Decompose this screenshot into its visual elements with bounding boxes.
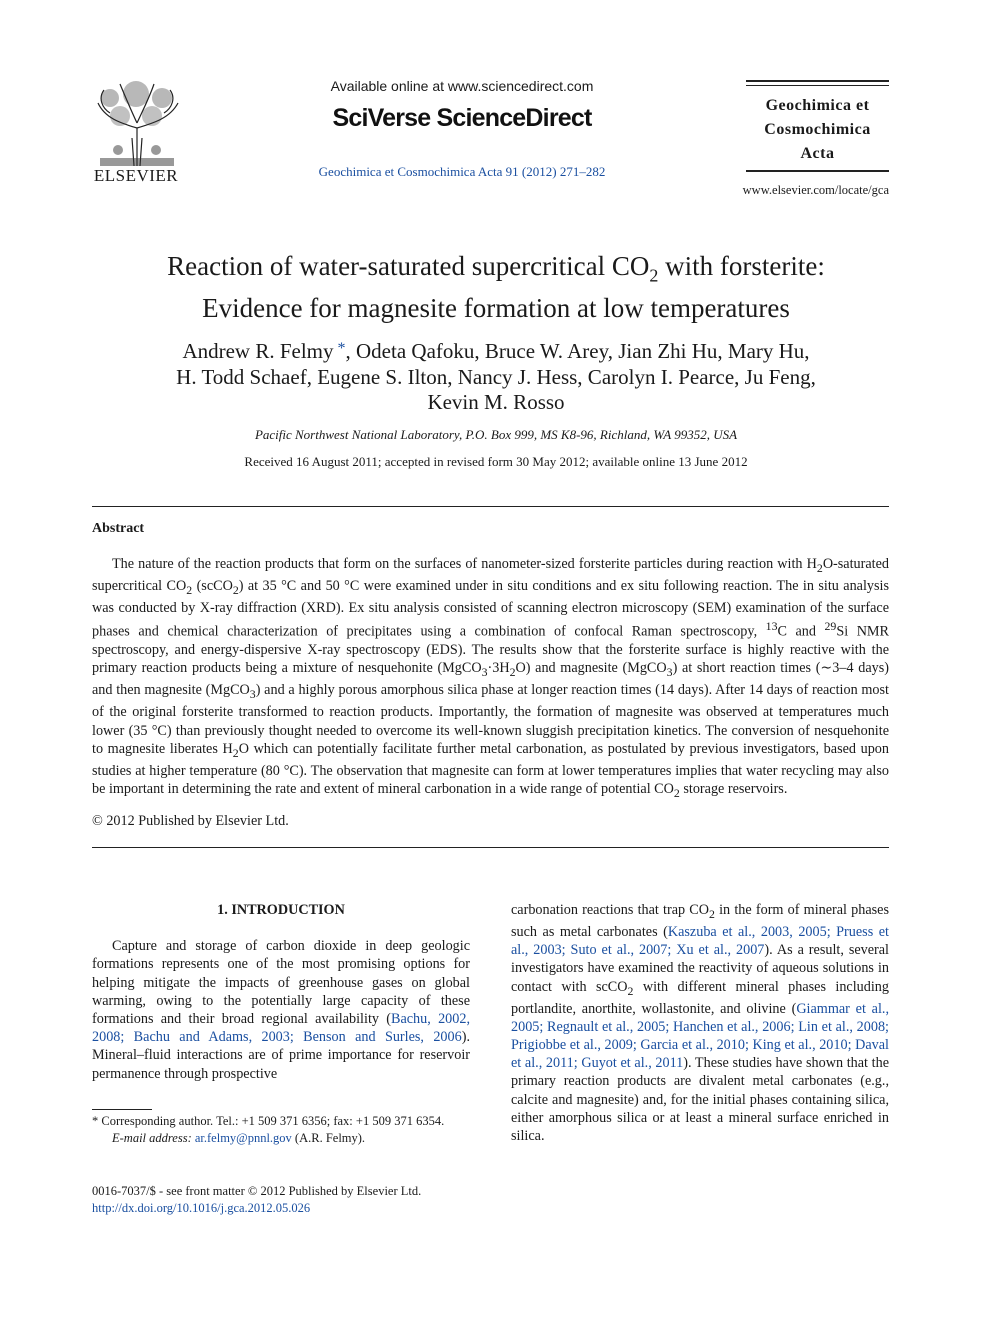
article-dates: Received 16 August 2011; accepted in revised form 30 May 2012; available online 13 June 2012 <box>244 454 748 469</box>
doi-link[interactable]: http://dx.doi.org/10.1016/j.gca.2012.05.026 <box>92 1201 311 1215</box>
body-column-right <box>511 901 889 1145</box>
reference-link[interactable]: Kaszuba et al., 2003, 2005; Pruess et al., 2003; Suto et al., 2007; Xu et al., 2007 <box>511 924 889 959</box>
reference-link[interactable]: Bachu, 2002, 2008; Bachu and Adams, 2003; Benson and Surles, 2006 <box>92 1011 470 1046</box>
journal-citation-link[interactable]: Geochimica et Cosmochimica Acta 91 (2012) 271–282 <box>318 164 606 179</box>
publisher-name: ELSEVIER <box>93 166 179 185</box>
abstract-heading: Abstract <box>92 521 145 536</box>
divider-top <box>92 506 889 507</box>
journal-url[interactable]: www.elsevier.com/locate/gca <box>742 183 889 197</box>
corresponding-author-footnote: * Corresponding author. Tel.: +1 509 371 6356; fax: +1 509 371 6354. <box>92 1114 445 1128</box>
intro-paragraph: Capture and storage of carbon dioxide in deep geologic formations represents one of the most promising options for helping mitigate the impacts of greenhouse gases on global warming, owing to the potentially large capacity of these formations and their broad regional availability (Bachu, 2002, 2008; Bachu and Adams, 2003; Benson and Surles, 2006). Mineral–fluid interactions are of prime importance for reservoir permanence through prospective <box>92 938 470 1082</box>
section-heading-introduction: 1. INTRODUCTION <box>217 902 345 918</box>
masthead-rule-top <box>746 80 889 82</box>
email-label: E-mail address: <box>112 1131 192 1145</box>
masthead-rule-bottom <box>746 170 889 172</box>
body-column-left <box>92 901 470 1083</box>
reference-link[interactable]: Giammar et al., 2005; Regnault et al., 2005; Hanchen et al., 2006; Lin et al., 2008; Prigiobbe et al., 2009; Garcia et al., 2010; King et al., 2010; Daval et al., 2011; Guyot et al., 2011 <box>511 1000 889 1072</box>
email-link[interactable]: ar.felmy@pnnl.gov <box>194 1131 292 1145</box>
divider-bottom <box>92 847 889 848</box>
corresponding-author: Andrew R. Felmy <box>182 339 334 363</box>
journal-name: Geochimica et Cosmochimica Acta <box>764 97 871 162</box>
intro-paragraph-continued: carbonation reactions that trap $CO_2$ in the form of mineral phases such as metal carbonates (Kaszuba et al., 2003, 2005; Pruess et al., 2003; Suto et al., 2007; Xu et al., 2007). As a result, several investigators have examined the reactivity of aqueous solutions in contact with scCO$_2$ with different mineral phases including portlandite, anorthite, wollastonite, and olivine (Giammar et al., 2005; Regnault et al., 2005; Hanchen et al., 2006; Lin et al., 2008; Prigiobbe et al., 2009; Garcia et al., 2010; King et al., 2010; Daval et al., 2011; Guyot et al., 2011). These studies have shown that the primary reaction products are divalent metal carbonates (e.g., calcite and magnesite) and, for the initial phases containing silica, either amorphous silica or at least a mineral surface enriched in silica. <box>511 902 890 1145</box>
issn-line: 0016-7037/$ - see front matter © 2012 Published by Elsevier Ltd. <box>92 1184 422 1198</box>
sciencedirect-brand[interactable]: SciVerse ScienceDirect <box>332 104 592 132</box>
footnotes: * Corresponding author. Tel.: +1 509 371 6356; fax: +1 509 371 6354. E-mail address: ar.felmy@pnnl.gov (A.R. Felmy). <box>92 1113 470 1147</box>
article-title: Reaction of water-saturated supercritical $CO_2$ with forsterite: Evidence for magnesite formation at low temperatures <box>167 251 825 324</box>
affiliation: Pacific Northwest National Laboratory, P.O. Box 999, MS K8-96, Richland, WA 99352, USA <box>254 427 738 442</box>
page-footer <box>92 1183 492 1217</box>
footnote-rule <box>92 1109 152 1110</box>
author-list: Andrew R. Felmy *, Odeta Qafoku, Bruce W. Arey, Jian Zhi Hu, Mary Hu, H. Todd Schaef, Eugene S. Ilton, Nancy J. Hess, Carolyn I. Pearce, Ju Feng, Kevin M. Rosso <box>176 339 816 414</box>
journal-masthead <box>746 80 889 172</box>
available-online-text: Available online at www.sciencedirect.com <box>330 78 594 94</box>
abstract-body: The nature of the reaction products that form on the surfaces of nanometer-sized forsterite particles during reaction with $H_2O$-saturated supercritical $CO_2$ (scCO$_2$) at 35 °C and 50 °C were examined under in situ conditions and ex situ following reaction. The in situ analysis was conducted by X-ray diffraction (XRD). Ex situ analysis consisted of scanning electron microscopy (SEM) examination of the surface phases and chemical characterization of precipitates using a combination of confocal Raman spectroscopy, $^{13}$C and $^{29}$Si NMR spectroscopy, and energy-dispersive X-ray spectroscopy (EDS). The results show that the forsterite surface is highly reactive with the primary reaction products being a mixture of nesquehonite $(MgCO_3\cdot 3H_2O)$ and magnesite (MgCO$_3$) at short reaction times (∼3–4 days) and then magnesite (MgCO$_3$) and a highly porous amorphous silica phase at longer reaction times (14 days). After 14 days of reaction most of the original forsterite transformed to reaction products. Importantly, the formation of magnesite was observed at temperatures much lower (35 °C) than previously thought needed to overcome its well-known sluggish precipitation kinetics. The conversion of nesquehonite to magnesite liberates $H_2O$ which can potentially facilitate further metal carbonation, as postulated by previous investigators, based upon studies at higher temperature (80 °C). The observation that magnesite can form at lower temperatures implies that water recycling may also be important in determining the rate and extent of mineral carbonation in a wide range of potential $CO_2$ storage reservoirs. <box>92 556 890 800</box>
abstract-copyright: © 2012 Published by Elsevier Ltd. <box>92 813 289 829</box>
corresponding-author-marker[interactable]: * <box>333 340 346 357</box>
